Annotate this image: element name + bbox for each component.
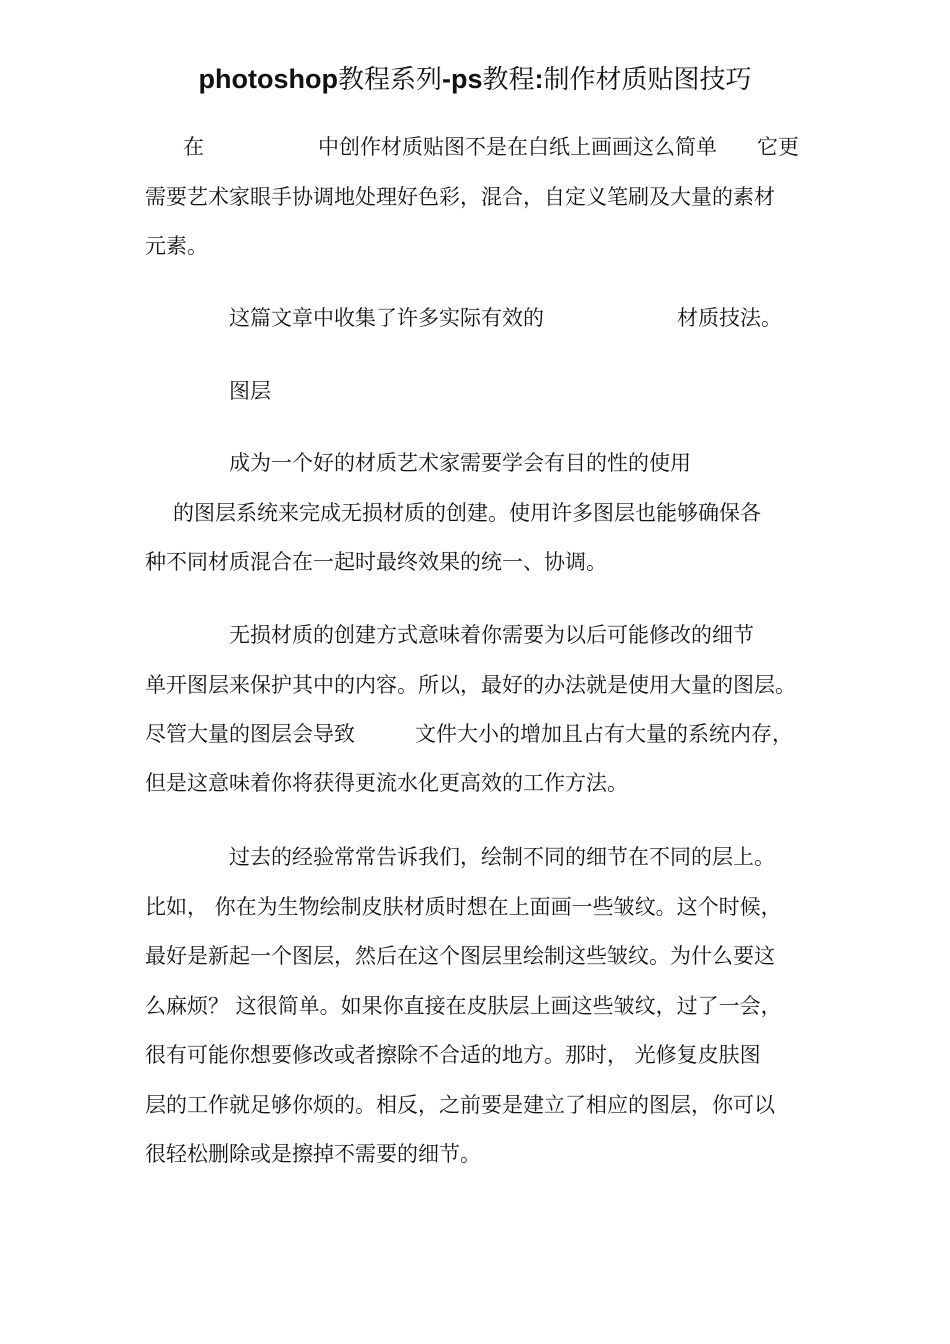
p3-line1: 成为一个好的材质艺术家需要学会有目的性的使用: [229, 451, 691, 475]
p5-line5: 很有可能你想要修改或者擦除不合适的地方。那时， 光修复皮肤图: [145, 1043, 761, 1067]
title-colon: :: [534, 64, 544, 94]
p1-line2: 需要艺术家眼手协调地处理好色彩，混合，自定义笔刷及大量的素材: [145, 185, 775, 209]
p4-line3-seg2: 文件大小的增加且占有大量的系统内存，: [415, 722, 793, 746]
p4-line3-seg1: 尽管大量的图层会导致: [145, 722, 355, 746]
title-cn-2: 教程: [482, 65, 535, 95]
p5-line3: 最好是新起一个图层，然后在这个图层里绘制这些皱纹。为什么要这: [145, 944, 775, 968]
title-cn-1: 教程系列: [337, 65, 442, 95]
p5-line1: 过去的经验常常告诉我们，绘制不同的细节在不同的层上。: [229, 845, 775, 869]
p3-line3: 种不同材质混合在一起时最终效果的统一、协调。: [145, 550, 607, 574]
p2-line1-seg1: 这篇文章中收集了许多实际有效的: [229, 306, 544, 330]
title-latin-2: -ps: [441, 64, 483, 94]
title-latin-1: photoshop: [198, 64, 338, 94]
section-heading-layers: 图层: [229, 379, 271, 403]
p4-line1: 无损材质的创建方式意味着你需要为以后可能修改的细节: [229, 623, 754, 647]
p1-line3: 元素。: [145, 234, 208, 258]
p1-line1-seg3: 它更: [757, 135, 799, 159]
title-cn-3: 制作材质贴图技巧: [543, 65, 752, 95]
p4-line2: 单开图层来保护其中的内容。所以，最好的办法就是使用大量的图层。: [145, 673, 796, 697]
p1-line1-seg1: 在: [183, 135, 204, 159]
p3-line2: 的图层系统来完成无损材质的创建。使用许多图层也能够确保各: [173, 501, 761, 525]
p1-line1-seg2: 中创作材质贴图不是在白纸上画画这么简单: [318, 135, 717, 159]
p5-line2: 比如， 你在为生物绘制皮肤材质时想在上面画一些皱纹。这个时候，: [145, 895, 782, 919]
p5-line4: 么麻烦？ 这很简单。如果你直接在皮肤层上画这些皱纹，过了一会，: [145, 994, 782, 1018]
p5-line6: 层的工作就足够你烦的。相反，之前要是建立了相应的图层，你可以: [145, 1093, 775, 1117]
p2-line1-seg2: 材质技法。: [677, 306, 782, 330]
page-title: [0, 62, 950, 97]
p5-line7: 很轻松删除或是擦掉不需要的细节。: [145, 1142, 481, 1166]
p4-line4: 但是这意味着你将获得更流水化更高效的工作方法。: [145, 771, 628, 795]
